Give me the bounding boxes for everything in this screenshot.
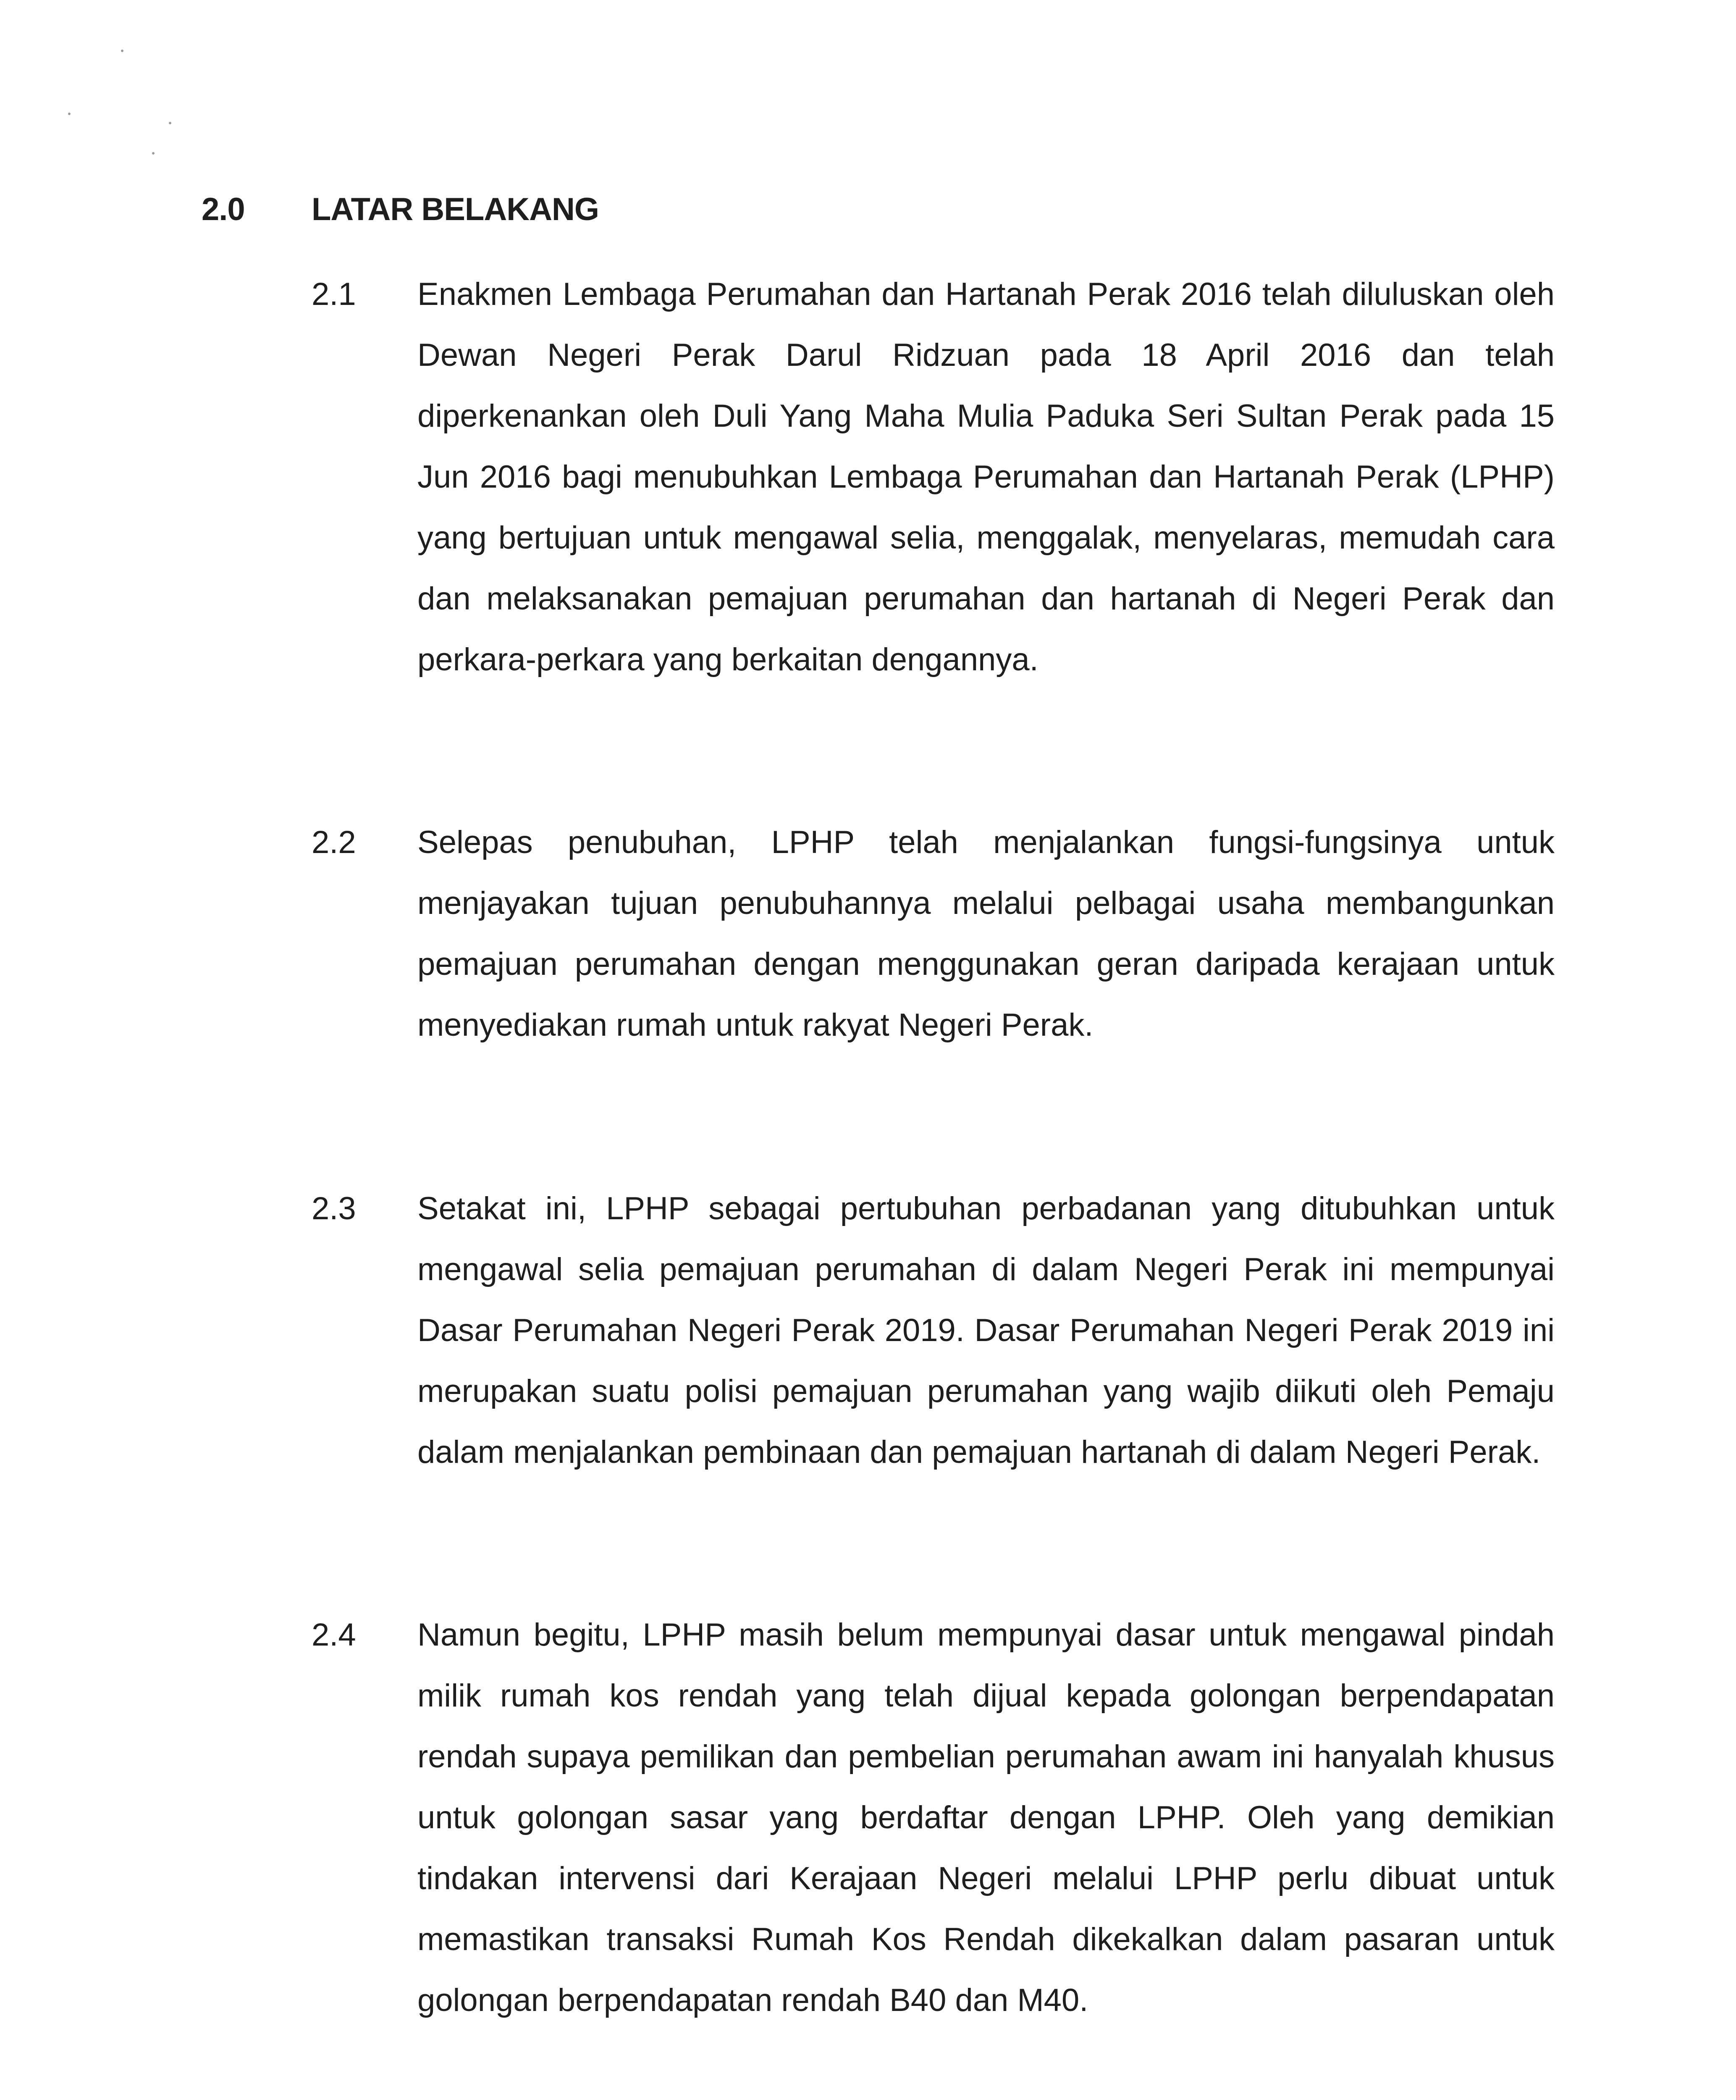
paragraph-text: Setakat ini, LPHP sebagai pertubuhan perbadanan yang ditubuhkan untuk mengawal selia pemajuan perumahan di dalam Negeri Perak ini mempunyai Dasar Perumahan Negeri Perak 2019. Dasar Perumahan Negeri Perak 2019 ini merupakan suatu polisi pemajuan perumahan yang wajib diikuti oleh Pemaju dalam menjalankan pembinaan dan pemajuan hartanah di dalam Negeri Perak. (417, 1191, 1555, 1470)
paragraph-number: 2.2 (312, 824, 356, 860)
paragraph-2-3 (312, 1178, 1555, 1483)
paragraph-2-4 (312, 1604, 1555, 2031)
scan-speck (169, 122, 171, 124)
scan-speck (152, 152, 155, 155)
section-title: LATAR BELAKANG (312, 192, 599, 227)
section-number: 2.0 (202, 192, 245, 227)
paragraph-text: Selepas penubuhan, LPHP telah menjalankan fungsi-fungsinya untuk menjayakan tujuan penubuhannya melalui pelbagai usaha membangunkan pemajuan perumahan dengan menggunakan geran daripada kerajaan untuk menyediakan rumah untuk rakyat Negeri Perak. (417, 824, 1555, 1043)
paragraph-2-2 (312, 812, 1555, 1055)
paragraph-text: Enakmen Lembaga Perumahan dan Hartanah Perak 2016 telah diluluskan oleh Dewan Negeri Perak Darul Ridzuan pada 18 April 2016 dan telah diperkenankan oleh Duli Yang Maha Mulia Paduka Seri Sultan Perak pada 15 Jun 2016 bagi menubuhkan Lembaga Perumahan dan Hartanah Perak (LPHP) yang bertujuan untuk mengawal selia, menggalak, menyelaras, memudah cara dan melaksanakan pemajuan perumahan dan hartanah di Negeri Perak dan perkara-perkara yang berkaitan dengannya. (417, 276, 1555, 677)
paragraph-text: Namun begitu, LPHP masih belum mempunyai dasar untuk mengawal pindah milik rumah kos rendah yang telah dijual kepada golongan berpendapatan rendah supaya pemilikan dan pembelian perumahan awam ini hanyalah khusus untuk golongan sasar yang berdaftar dengan LPHP. Oleh yang demikian tindakan intervensi dari Kerajaan Negeri melalui LPHP perlu dibuat untuk memastikan transaksi Rumah Kos Rendah dikekalkan dalam pasaran untuk golongan berpendapatan rendah B40 dan M40. (417, 1617, 1555, 2018)
paragraph-number: 2.4 (312, 1617, 356, 1653)
paragraph-number: 2.1 (312, 276, 356, 312)
section-heading (202, 191, 599, 228)
scan-speck (121, 50, 123, 52)
paragraph-2-1 (312, 264, 1555, 690)
paragraph-number: 2.3 (312, 1191, 356, 1226)
scan-speck (68, 113, 71, 115)
